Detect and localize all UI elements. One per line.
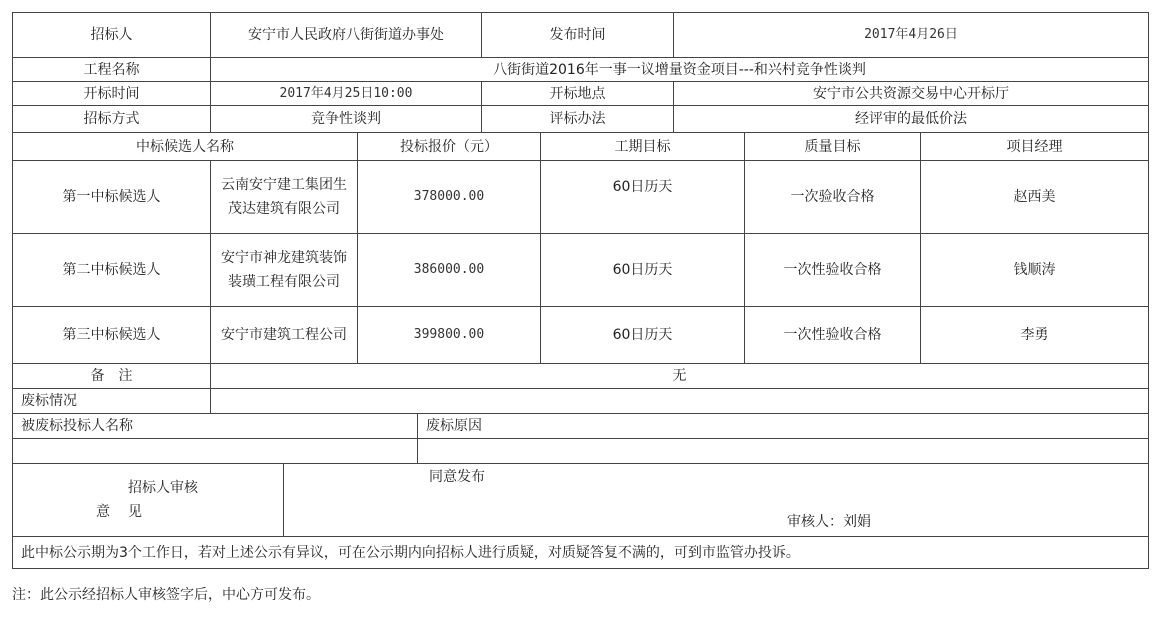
column-header: 工期目标: [541, 133, 745, 161]
invalid-detail-value-row: [13, 439, 1149, 464]
candidate-name: 安宁市建筑工程公司: [211, 307, 358, 364]
candidate-period: 60日历天: [541, 161, 745, 234]
invalid-bidder-value: [13, 439, 418, 464]
evaluation-method-label: 评标办法: [482, 106, 674, 133]
opening-time-value: 2017年4月25日10:00: [211, 82, 482, 106]
project-name-row: [13, 58, 1149, 82]
review-label-line1: 招标人审核: [128, 480, 198, 496]
column-header: 质量目标: [745, 133, 921, 161]
remarks-value: 无: [211, 364, 1149, 389]
candidate-price: 378000.00: [358, 161, 541, 234]
publish-time-label: 发布时间: [482, 13, 674, 58]
review-row: [13, 464, 1149, 537]
footnote: 注：此公示经招标人审核签字后，中心方可发布。: [12, 587, 320, 603]
opening-place-label: 开标地点: [482, 82, 674, 106]
candidate-price: 386000.00: [358, 234, 541, 307]
notice-period-text: 此中标公示期为3个工作日，若对上述公示有异议，可在公示期内向招标人进行质疑，对质疑答复不满的，可到市监管办投诉。: [13, 537, 1149, 569]
method-row: [13, 106, 1149, 133]
bid-result-table: [12, 12, 1149, 569]
reviewer-name: 审核人：刘娟: [787, 514, 871, 530]
invalid-detail-header-row: [13, 414, 1149, 439]
candidate-name: 安宁市神龙建筑装饰装璜工程有限公司: [211, 234, 358, 307]
invalid-reason-value: [418, 439, 1149, 464]
invalid-status-value: [211, 389, 1149, 414]
column-header: 中标候选人名称: [13, 133, 358, 161]
opening-row: [13, 82, 1149, 106]
candidate-period: 60日历天: [541, 234, 745, 307]
candidate-rank: 第一中标候选人: [13, 161, 211, 234]
invalid-reason-label: 废标原因: [418, 414, 1149, 439]
candidate-period: 60日历天: [541, 307, 745, 364]
table-row: [13, 161, 1149, 234]
candidate-manager: 李勇: [921, 307, 1149, 364]
review-content: [284, 464, 1149, 537]
table-row: [13, 307, 1149, 364]
candidate-quality: 一次性验收合格: [745, 234, 921, 307]
candidate-manager: 钱顺涛: [921, 234, 1149, 307]
project-name-label: 工程名称: [13, 58, 211, 82]
opening-place-value: 安宁市公共资源交易中心开标厅: [674, 82, 1149, 106]
review-opinion: 同意发布: [429, 469, 485, 485]
review-label-line2: 意见: [96, 504, 160, 520]
column-header: 项目经理: [921, 133, 1149, 161]
opening-time-label: 开标时间: [13, 82, 211, 106]
tenderer-value: 安宁市人民政府八街街道办事处: [211, 13, 482, 58]
invalid-bidder-label: 被废标投标人名称: [13, 414, 418, 439]
notice-period-row: [13, 537, 1149, 569]
invalid-status-row: [13, 389, 1149, 414]
publish-time-value: 2017年4月26日: [674, 13, 1149, 58]
candidate-name: 云南安宁建工集团生茂达建筑有限公司: [211, 161, 358, 234]
tender-method-label: 招标方式: [13, 106, 211, 133]
table-row: [13, 234, 1149, 307]
candidate-quality: 一次验收合格: [745, 161, 921, 234]
invalid-status-label: 废标情况: [13, 389, 211, 414]
candidate-quality: 一次性验收合格: [745, 307, 921, 364]
candidates-header-row: [13, 133, 1149, 161]
candidate-manager: 赵西美: [921, 161, 1149, 234]
tenderer-label: 招标人: [13, 13, 211, 58]
tender-method-value: 竞争性谈判: [211, 106, 482, 133]
candidate-rank: 第二中标候选人: [13, 234, 211, 307]
remarks-row: [13, 364, 1149, 389]
remarks-label: 备 注: [13, 364, 211, 389]
column-header: 投标报价（元）: [358, 133, 541, 161]
tenderer-row: [13, 13, 1149, 58]
candidate-price: 399800.00: [358, 307, 541, 364]
project-name-value: 八街街道2016年一事一议增量资金项目---和兴村竞争性谈判: [211, 58, 1149, 82]
candidate-rank: 第三中标候选人: [13, 307, 211, 364]
review-label: [13, 464, 284, 537]
evaluation-method-value: 经评审的最低价法: [674, 106, 1149, 133]
